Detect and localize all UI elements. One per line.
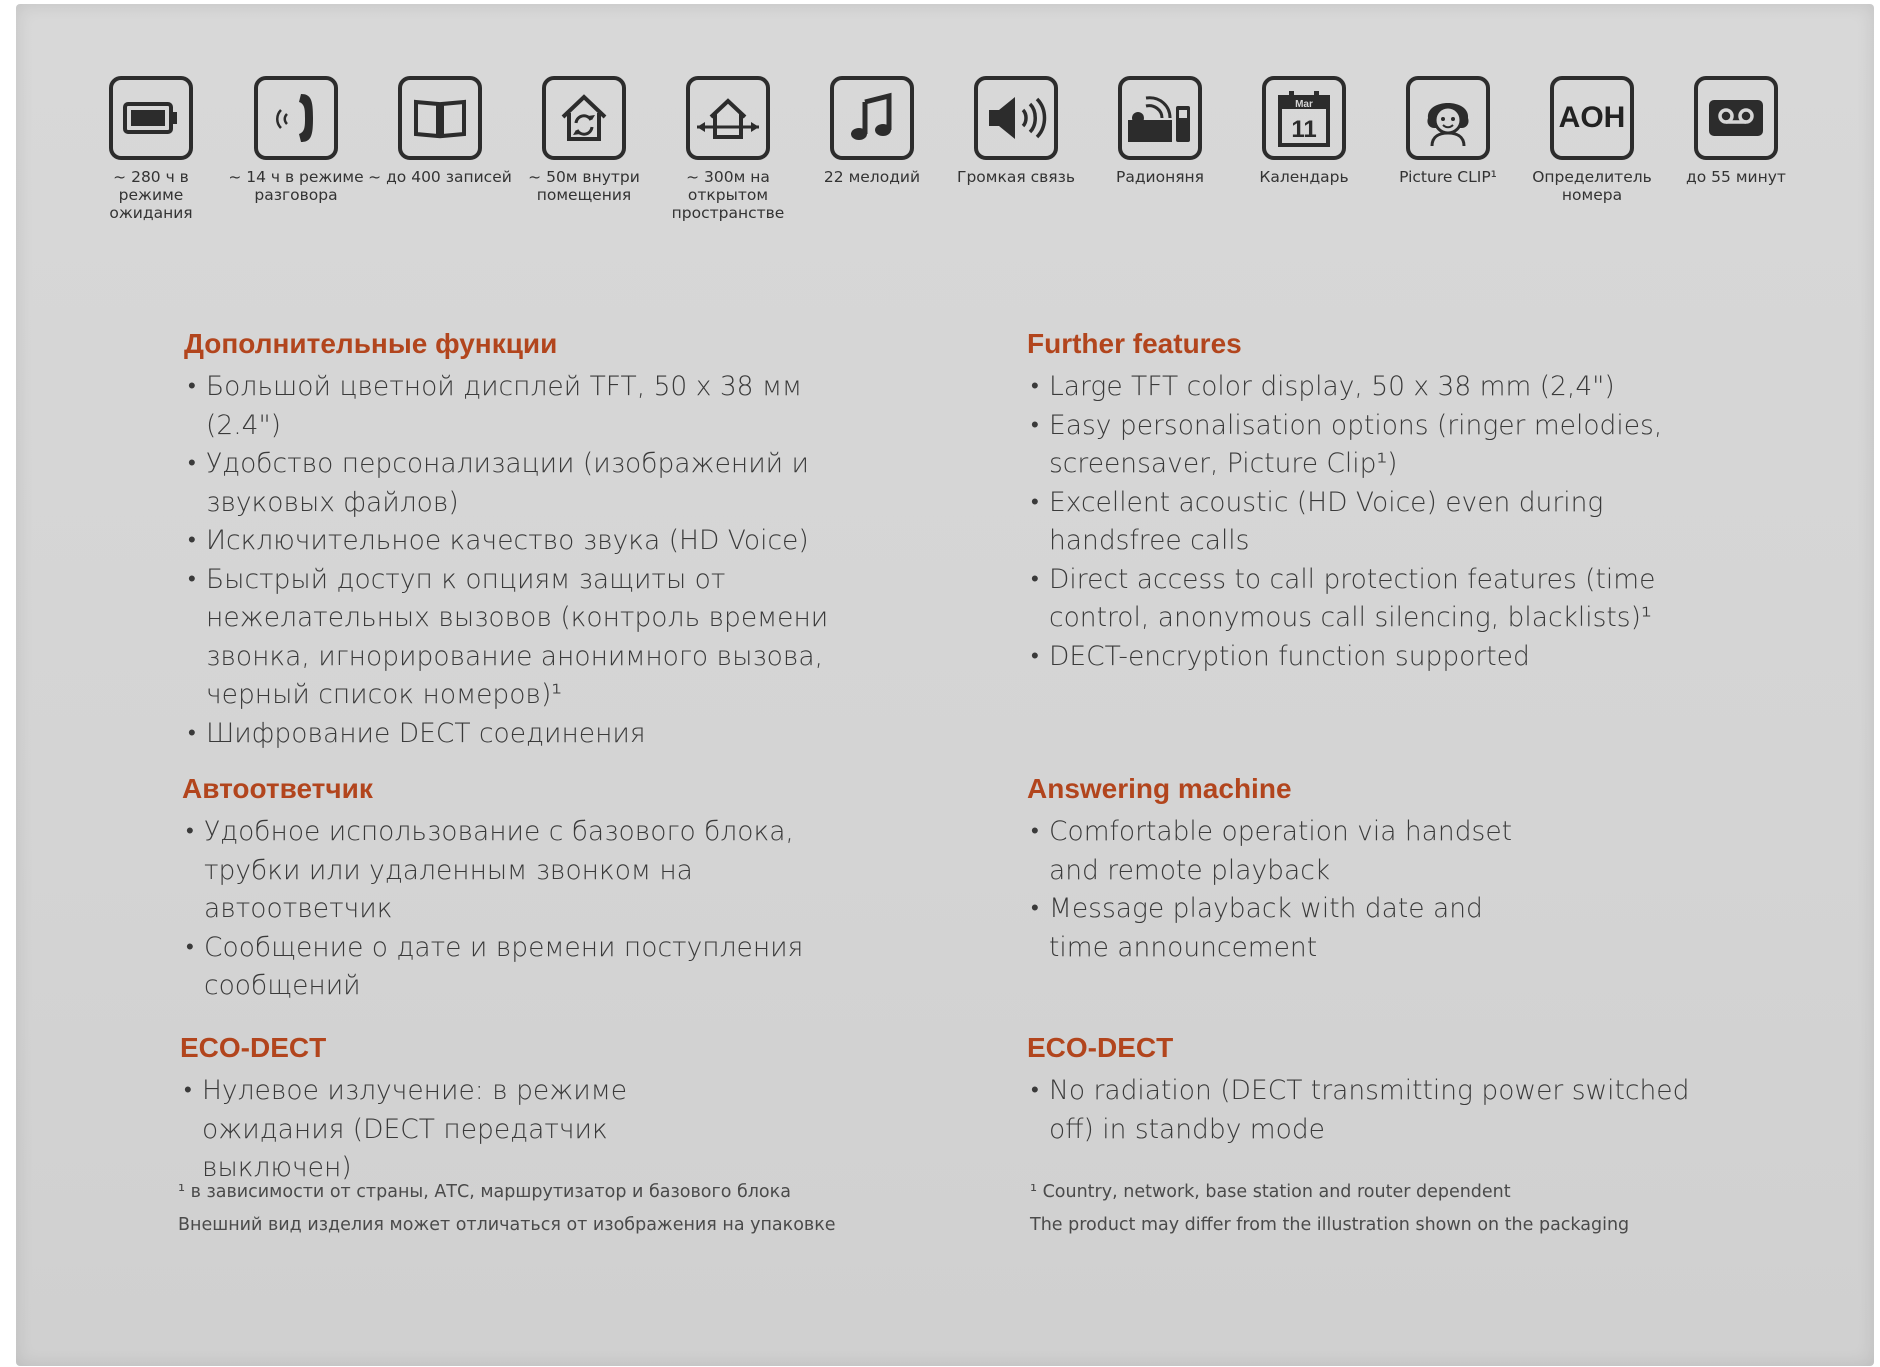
svg-text:Mar: Mar [1295, 99, 1313, 110]
icon-caption: до 55 минут [1686, 168, 1786, 186]
list-item: • Шифрование DECT соединения [184, 715, 884, 754]
en-answering-heading: Answering machine [1027, 773, 1292, 804]
ru-further-heading: Дополнительные функции [184, 328, 558, 359]
en-eco-heading: ECO-DECT [1027, 1032, 1174, 1063]
list-item: • Нулевое излучение: в режиме ожидания (DECT передатчик выключен) [180, 1072, 740, 1188]
svg-text:11: 11 [1291, 116, 1317, 143]
disclaimer-text: Внешний вид изделия может отличаться от изображения на упаковке [178, 1215, 836, 1235]
footnote-text: ¹ Country, network, base station and router dependent [1030, 1182, 1511, 1202]
indoor-range-icon [557, 91, 611, 145]
ru-eco-list [180, 1072, 740, 1188]
en-answering-list [1027, 813, 1527, 967]
phonebook-icon [412, 96, 468, 140]
list-item: • Большой цветной дисплей TFT, 50 x 38 мм (2.4") [184, 368, 884, 445]
list-item: • DECT-encryption function supported [1027, 638, 1727, 677]
icon-caption: ~ 14 ч в режиме разговора [228, 168, 364, 204]
speaker-icon [985, 93, 1047, 143]
melodies-feature [800, 76, 944, 186]
list-item: • Message playback with date and time announcement [1027, 890, 1527, 967]
calendar-feature [1232, 76, 1376, 186]
list-item: • Excellent acoustic (HD Voice) even during handsfree calls [1027, 484, 1727, 561]
list-item: • Comfortable operation via handset and remote playback [1027, 813, 1527, 890]
outdoor-range-icon [695, 91, 761, 145]
ru-eco-heading: ECO-DECT [180, 1032, 327, 1063]
list-item: • Direct access to call protection features (time control, anonymous call silencing, blacklists)¹ [1027, 561, 1727, 638]
en-further-list [1027, 368, 1727, 676]
list-item: • Удобное использование с базового блока, трубки или удаленным звонком на автоответчик [182, 813, 842, 929]
icon-caption: Радионяня [1115, 168, 1205, 186]
icon-caption: ~ 280 ч в режиме ожидания [109, 168, 193, 222]
speakerphone-feature [944, 76, 1088, 186]
list-item: • No radiation (DECT transmitting power switched off) in standby mode [1027, 1072, 1727, 1149]
answering-tape-icon [1707, 98, 1765, 138]
ru-answering-heading: Автоответчик [182, 773, 373, 804]
feature-icons-row [0, 76, 1880, 226]
list-item: • Быстрый доступ к опциям защиты от нежелательных вызовов (контроль времени звонка, игнорирование анонимного вызова, черный список номеров)¹ [184, 561, 884, 715]
en-further-heading: Further features [1027, 328, 1242, 359]
ru-answering-list [182, 813, 842, 1006]
icon-caption: Определитель номера [1532, 168, 1652, 204]
talk-time-feature [224, 76, 368, 204]
en-footnote [1030, 1176, 1629, 1242]
music-note-icon [847, 92, 897, 144]
battery-feature [79, 76, 223, 222]
outdoor-range-feature [656, 76, 800, 222]
ru-footnote [178, 1176, 836, 1242]
indoor-range-feature [512, 76, 656, 204]
battery-icon [123, 101, 179, 135]
icon-caption: Календарь [1259, 168, 1349, 186]
baby-monitor-feature [1088, 76, 1232, 186]
phonebook-feature [368, 76, 512, 186]
list-item: • Исключительное качество звука (HD Voice) [184, 522, 884, 561]
en-eco-list [1027, 1072, 1727, 1149]
list-item: • Сообщение о дате и времени поступления сообщений [182, 929, 842, 1006]
footnote-text: ¹ в зависимости от страны, АТС, маршрутизатор и базового блока [178, 1182, 791, 1202]
caller-id-feature [1520, 76, 1664, 204]
icon-caption: ~ 50м внутри помещения [528, 168, 640, 204]
list-item: • Удобство персонализации (изображений и звуковых файлов) [184, 445, 884, 522]
answering-time-feature [1664, 76, 1808, 186]
list-item: • Easy personalisation options (ringer melodies, screensaver, Picture Clip¹) [1027, 407, 1727, 484]
disclaimer-text: The product may differ from the illustration shown on the packaging [1030, 1215, 1630, 1235]
icon-caption: Громкая связь [957, 168, 1075, 186]
icon-caption: 22 мелодий [823, 168, 921, 186]
picture-clip-feature [1376, 76, 1520, 186]
baby-monitor-icon [1126, 90, 1194, 146]
caller-id-icon: AOH [1558, 101, 1626, 134]
ru-further-list [184, 368, 884, 753]
calendar-icon [1277, 89, 1331, 147]
icon-caption: ~ до 400 записей [368, 168, 512, 186]
icon-caption: ~ 300м на открытом пространстве [671, 168, 785, 222]
icon-caption: Picture CLIP¹ [1399, 168, 1497, 186]
list-item: • Large TFT color display, 50 x 38 mm (2,4") [1027, 368, 1727, 407]
picture-clip-icon [1418, 88, 1478, 148]
handset-icon [271, 90, 321, 146]
